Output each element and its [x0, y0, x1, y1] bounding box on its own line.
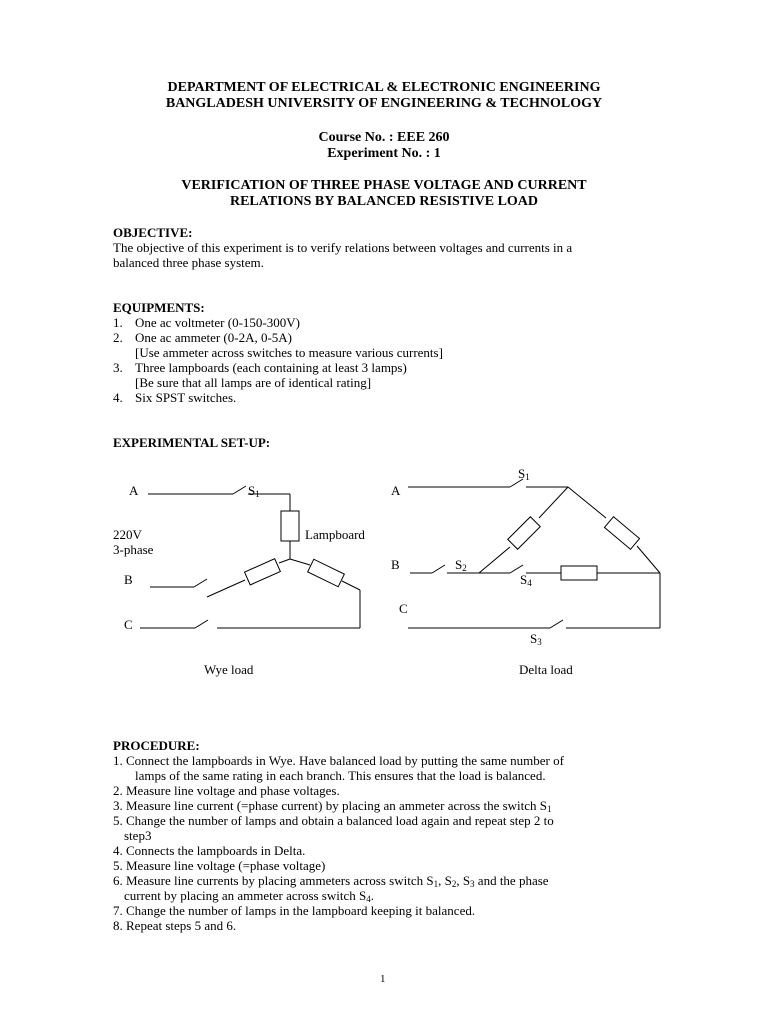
wye-circuit [140, 486, 360, 628]
wye-label-s1: $S_1$ [248, 483, 260, 499]
experiment-title-line1: VERIFICATION OF THREE PHASE VOLTAGE AND CURRENT [181, 178, 587, 193]
wye-label-a: A [129, 483, 139, 498]
procedure-step: 6. Measure line currents by placing ammeters across switch $S_1$, $S_2$, $S_3$ and the phase [113, 873, 549, 889]
wye-wire [279, 559, 290, 563]
procedure-step: 2. Measure line voltage and phase voltages. [113, 783, 340, 798]
wye-supply-phase: 3-phase [113, 542, 154, 557]
wye-supply-voltage: 220V [113, 527, 142, 542]
procedure-heading: PROCEDURE: [113, 738, 200, 753]
procedure-step: 8. Repeat steps 5 and 6. [113, 918, 237, 933]
delta-label-s2: $S_2$ [455, 557, 467, 573]
equipments-heading: EQUIPMENTS: [113, 300, 205, 315]
procedure-step: 5. Change the number of lamps and obtain a balanced load again and repeat step 2 to [113, 813, 554, 828]
department-title: DEPARTMENT OF ELECTRICAL & ELECTRONIC ENGINEERING [167, 80, 601, 95]
delta-lampboard-bc [561, 566, 597, 580]
delta-label-b: B [391, 557, 400, 572]
procedure-step-continuation: current by placing an ammeter across switch $S_4$. [124, 888, 374, 904]
equipment-text: One ac voltmeter (0-150-300V) [135, 315, 300, 330]
equipment-text: Three lampboards (each containing at least 3 lamps) [135, 360, 407, 375]
equipment-number: 3. [113, 360, 123, 375]
setup-heading: EXPERIMENTAL SET-UP: [113, 435, 271, 450]
delta-label-a: A [391, 483, 401, 498]
delta-wire [479, 547, 510, 573]
delta-label-s4: $S_4$ [520, 572, 532, 588]
delta-circuit [408, 479, 660, 628]
wye-wire [342, 581, 360, 590]
wye-wire [290, 559, 310, 565]
wye-lampboard-c [308, 559, 345, 586]
wye-lampboard-b [245, 559, 281, 585]
procedure-step: 4. Connects the lampboards in Delta. [113, 843, 306, 858]
delta-lampboard-ac [604, 517, 639, 550]
delta-label-c: C [399, 601, 408, 616]
procedure-step: 5. Measure line voltage (=phase voltage) [113, 858, 326, 873]
equipment-number: 2. [113, 330, 123, 345]
equipment-text: [Be sure that all lamps are of identical rating] [135, 375, 372, 390]
university-title: BANGLADESH UNIVERSITY OF ENGINEERING & TECHNOLOGY [165, 96, 603, 111]
equipment-number: 1. [113, 315, 123, 330]
objective-text-line1: The objective of this experiment is to verify relations between voltages and currents in a [113, 240, 573, 255]
delta-label-s3: $S_3$ [530, 631, 542, 647]
delta-wire [539, 487, 568, 518]
wye-lampboard-label: Lampboard [305, 527, 365, 542]
wye-wire [207, 580, 245, 597]
procedure-step-continuation: step3 [124, 828, 152, 843]
delta-lampboard-ab [508, 517, 541, 550]
wye-label-b: B [124, 572, 133, 587]
equipment-text: One ac ammeter (0-2A, 0-5A) [135, 330, 293, 345]
page-number: 1 [380, 973, 386, 985]
procedure-step: 1. Connect the lampboards in Wye. Have balanced load by putting the same number of [113, 753, 564, 768]
equipment-text: [Use ammeter across switches to measure various currents] [135, 345, 443, 360]
objective-heading: OBJECTIVE: [113, 225, 193, 240]
experiment-title-line2: RELATIONS BY BALANCED RESISTIVE LOAD [229, 194, 539, 209]
wye-switch-s1 [233, 486, 246, 494]
delta-wire [637, 546, 660, 573]
delta-wire [568, 487, 606, 518]
delta-switch-s3 [550, 620, 563, 628]
delta-switch-s2 [432, 565, 445, 573]
wye-lampboard-a [281, 511, 299, 541]
equipment-text: Six SPST switches. [135, 390, 237, 405]
wye-label-c: C [124, 617, 133, 632]
equipment-number: 4. [113, 390, 123, 405]
experiment-number: Experiment No. : 1 [327, 146, 441, 161]
delta-label-s1: $S_1$ [518, 466, 530, 482]
procedure-step: 7. Change the number of lamps in the lampboard keeping it balanced. [113, 903, 476, 918]
procedure-step-continuation: lamps of the same rating in each branch. This ensures that the load is balanced. [135, 768, 546, 783]
wye-caption: Wye load [204, 662, 254, 677]
objective-text-line2: balanced three phase system. [113, 255, 264, 270]
wye-switch-b [194, 579, 207, 587]
procedure-step: 3. Measure line current (=phase current) by placing an ammeter across the switch $S_1$ [113, 798, 552, 814]
course-number: Course No. : EEE 260 [318, 130, 450, 145]
wye-switch-c [195, 620, 208, 628]
delta-caption: Delta load [519, 662, 573, 677]
